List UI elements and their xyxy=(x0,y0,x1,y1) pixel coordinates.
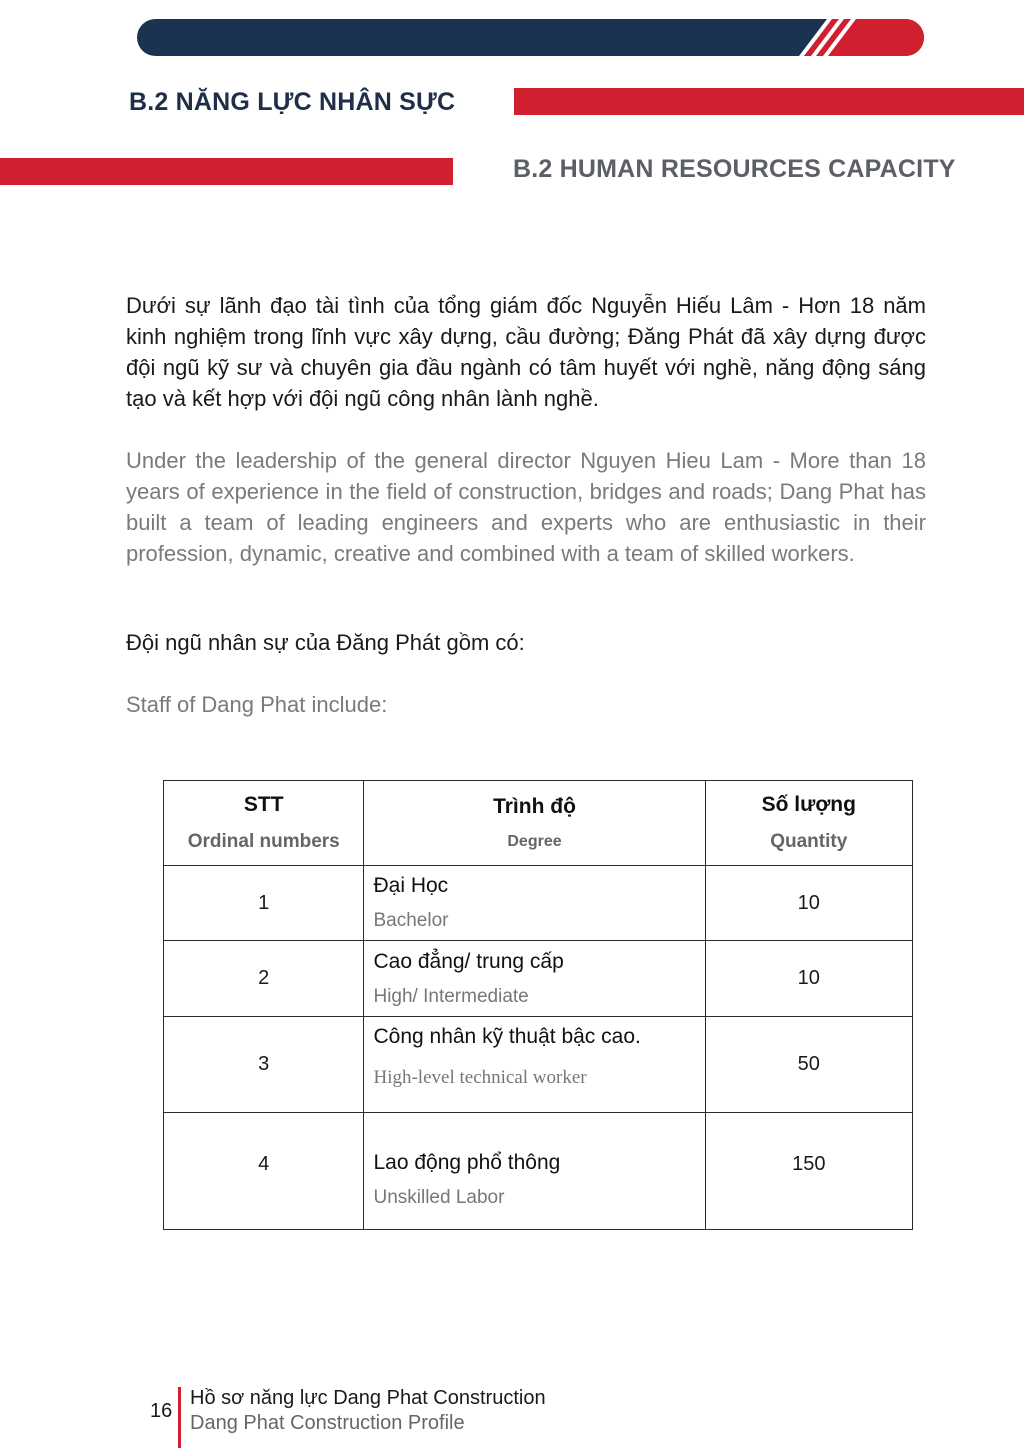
table-row xyxy=(164,866,913,941)
cell-quantity: 10 xyxy=(705,866,912,941)
header-cell-stt xyxy=(164,781,364,866)
intro-paragraph-vi: Dưới sự lãnh đạo tài tình của tổng giám đốc Nguyễn Hiếu Lâm - Hơn 18 năm kinh nghiệm trong lĩnh vực xây dựng, cầu đường; Đăng Phát đã xây dựng được đội ngũ kỹ sư và chuyên gia đầu ngành có tâm huyết với nghề, năng động sáng tạo và kết hợp với đội ngũ công nhân lành nghề. xyxy=(126,293,926,411)
intro-paragraph-en: Under the leadership of the general director Nguyen Hieu Lam - More than 18 years of experience in the field of construction, bridges and roads; Dang Phat has built a team of leading engineers and experts who are enthusiastic in their profession, dynamic, creative and combined with a team of skilled workers. xyxy=(126,448,926,566)
cell-stt: 3 xyxy=(164,1017,364,1113)
cell-quantity: 10 xyxy=(705,941,912,1017)
cell-degree xyxy=(364,941,705,1017)
red-accent-bar-right xyxy=(514,88,1024,115)
degree-vi: Lao động phổ thông xyxy=(373,1151,561,1174)
header-degree-vi: Trình độ xyxy=(493,795,576,818)
red-accent-bar-left xyxy=(0,158,453,185)
cell-degree xyxy=(364,866,705,941)
staff-table xyxy=(163,780,913,1230)
degree-en: Unskilled Labor xyxy=(373,1187,505,1208)
section-title-en: B.2 HUMAN RESOURCES CAPACITY xyxy=(513,155,956,183)
header-quantity-vi: Số lượng xyxy=(761,793,856,816)
cell-degree xyxy=(364,1113,705,1230)
degree-vi: Cao đẳng/ trung cấp xyxy=(373,949,564,973)
section-title-vi: B.2 NĂNG LỰC NHÂN SỰC xyxy=(129,88,456,116)
table-row xyxy=(164,1017,913,1113)
staff-heading-en: Staff of Dang Phat include: xyxy=(126,692,388,717)
cell-quantity: 150 xyxy=(705,1113,912,1230)
footer-title-vi: Hồ sơ năng lực Dang Phat Construction xyxy=(190,1387,546,1409)
degree-en: Bachelor xyxy=(373,910,449,931)
cell-quantity: 50 xyxy=(705,1017,912,1113)
degree-vi: Đại Học xyxy=(373,874,449,897)
table-header-row xyxy=(164,781,913,866)
footer-title-en: Dang Phat Construction Profile xyxy=(190,1412,465,1434)
degree-en: High-level technical worker xyxy=(373,1067,587,1088)
top-decorative-bar xyxy=(137,19,924,56)
header-quantity-en: Quantity xyxy=(770,831,848,852)
page-number: 16 xyxy=(150,1400,173,1422)
table-row xyxy=(164,941,913,1017)
staff-heading-vi: Đội ngũ nhân sự của Đăng Phát gồm có: xyxy=(126,630,525,655)
degree-en: High/ Intermediate xyxy=(373,985,529,1007)
degree-vi: Công nhân kỹ thuật bậc cao. xyxy=(373,1025,641,1048)
cell-stt: 2 xyxy=(164,941,364,1017)
header-cell-degree xyxy=(364,781,705,866)
header-stt-vi: STT xyxy=(243,793,284,816)
table-row xyxy=(164,1113,913,1230)
header-cell-quantity xyxy=(705,781,912,866)
cell-degree xyxy=(364,1017,705,1113)
header-stt-en: Ordinal numbers xyxy=(187,831,340,852)
footer-divider xyxy=(178,1387,181,1448)
cell-stt: 1 xyxy=(164,866,364,941)
header-degree-en: Degree xyxy=(507,833,562,850)
cell-stt: 4 xyxy=(164,1113,364,1230)
